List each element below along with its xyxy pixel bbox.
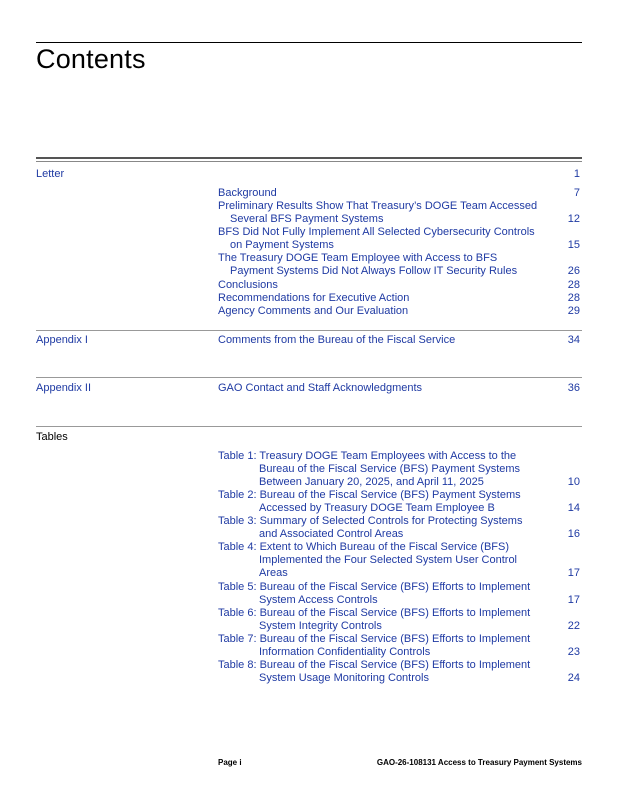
table-entry-page: 16 (567, 528, 580, 540)
page-title: Contents (36, 44, 146, 74)
letter-page[interactable]: 1 (573, 168, 580, 180)
table-entry[interactable] (218, 515, 582, 541)
table-entry[interactable] (218, 581, 582, 607)
toc-entry[interactable] (218, 252, 582, 278)
table-entry-page: 17 (567, 567, 580, 579)
toc-entry-text: Comments from the Bureau of the Fiscal Service (218, 334, 456, 346)
toc-entry-page: 28 (567, 292, 580, 304)
table-entry-page: 10 (567, 476, 580, 488)
table-entry-text: Table 5: Bureau of the Fiscal Service (BFS) Efforts to Implement System Access Controls (218, 581, 531, 606)
table-entry[interactable] (218, 489, 582, 515)
section-rule (36, 330, 582, 331)
table-entry[interactable] (218, 633, 582, 659)
tables-label: Tables (36, 431, 68, 443)
toc-entry-text: GAO Contact and Staff Acknowledgments (218, 382, 423, 394)
toc-entry[interactable] (218, 334, 582, 347)
table-entry-page: 22 (567, 620, 580, 632)
toc-entry-page: 12 (567, 213, 580, 225)
table-entry[interactable] (218, 541, 582, 580)
toc-entry-text: The Treasury DOGE Team Employee with Access to BFS Payment Systems Did Not Always Follow IT Security Rules (218, 252, 518, 277)
toc-entry[interactable] (218, 187, 582, 200)
top-rule (36, 42, 582, 43)
toc-entry-text: Conclusions (218, 279, 278, 291)
table-entry[interactable] (218, 659, 582, 685)
toc-entry[interactable] (218, 292, 582, 305)
table-entry-text: Table 2: Bureau of the Fiscal Service (BFS) Payment Systems Accessed by Treasury DOGE Team Employee B (218, 489, 521, 514)
footer-report-id: GAO-26-108131 Access to Treasury Payment Systems (376, 758, 582, 767)
table-entry-text: Table 7: Bureau of the Fiscal Service (BFS) Efforts to Implement Information Confidentiality Controls (218, 633, 531, 658)
toc-entry[interactable] (218, 279, 582, 292)
toc-entry-page: 29 (567, 305, 580, 317)
table-entry-text: Table 4: Extent to Which Bureau of the Fiscal Service (BFS) Implemented the Four Selected System User Control Areas (218, 541, 518, 579)
toc-entry[interactable] (218, 226, 582, 252)
toc-entry[interactable] (218, 200, 582, 226)
table-entry-page: 23 (567, 646, 580, 658)
toc-entry-page: 26 (567, 265, 580, 277)
section-rule (36, 377, 582, 378)
toc-entry[interactable] (218, 382, 582, 395)
toc-entry-text: Background (218, 187, 277, 199)
toc-entry-text: Recommendations for Executive Action (218, 292, 410, 304)
table-entry-text: Table 1: Treasury DOGE Team Employees with Access to the Bureau of the Fiscal Service (BFS) Payment Systems Between January 20, 2025, and April 11, 2025 (218, 450, 521, 488)
toc-entry-text: BFS Did Not Fully Implement All Selected Cybersecurity Controls on Payment Systems (218, 226, 535, 251)
table-entry-text: Table 8: Bureau of the Fiscal Service (BFS) Efforts to Implement System Usage Monitoring Controls (218, 659, 531, 684)
table-entry[interactable] (218, 607, 582, 633)
table-entry-text: Table 3: Summary of Selected Controls for Protecting Systems and Associated Control Areas (218, 515, 523, 540)
appendix-1-link[interactable]: Appendix I (36, 334, 88, 346)
toc-entry-page: 15 (567, 239, 580, 251)
table-entry[interactable] (218, 450, 582, 489)
toc-entry-text: Preliminary Results Show That Treasury’s DOGE Team Accessed Several BFS Payment Systems (218, 200, 538, 225)
header-thick-rule (36, 157, 582, 159)
footer-page-label: Page i (218, 758, 242, 767)
section-rule (36, 426, 582, 427)
letter-link[interactable]: Letter (36, 168, 65, 180)
toc-entry-page: 28 (567, 279, 580, 291)
header-thin-rule (36, 161, 582, 162)
toc-entry[interactable] (218, 305, 582, 318)
toc-entry-text: Agency Comments and Our Evaluation (218, 305, 409, 317)
table-entry-page: 17 (567, 594, 580, 606)
table-entry-text: Table 6: Bureau of the Fiscal Service (BFS) Efforts to Implement System Integrity Controls (218, 607, 531, 632)
toc-entry-page: 36 (567, 382, 580, 394)
toc-entry-page: 7 (573, 187, 580, 199)
table-entry-page: 14 (567, 502, 580, 514)
appendix-2-link[interactable]: Appendix II (36, 382, 92, 394)
table-entry-page: 24 (567, 672, 580, 684)
toc-entry-page: 34 (567, 334, 580, 346)
